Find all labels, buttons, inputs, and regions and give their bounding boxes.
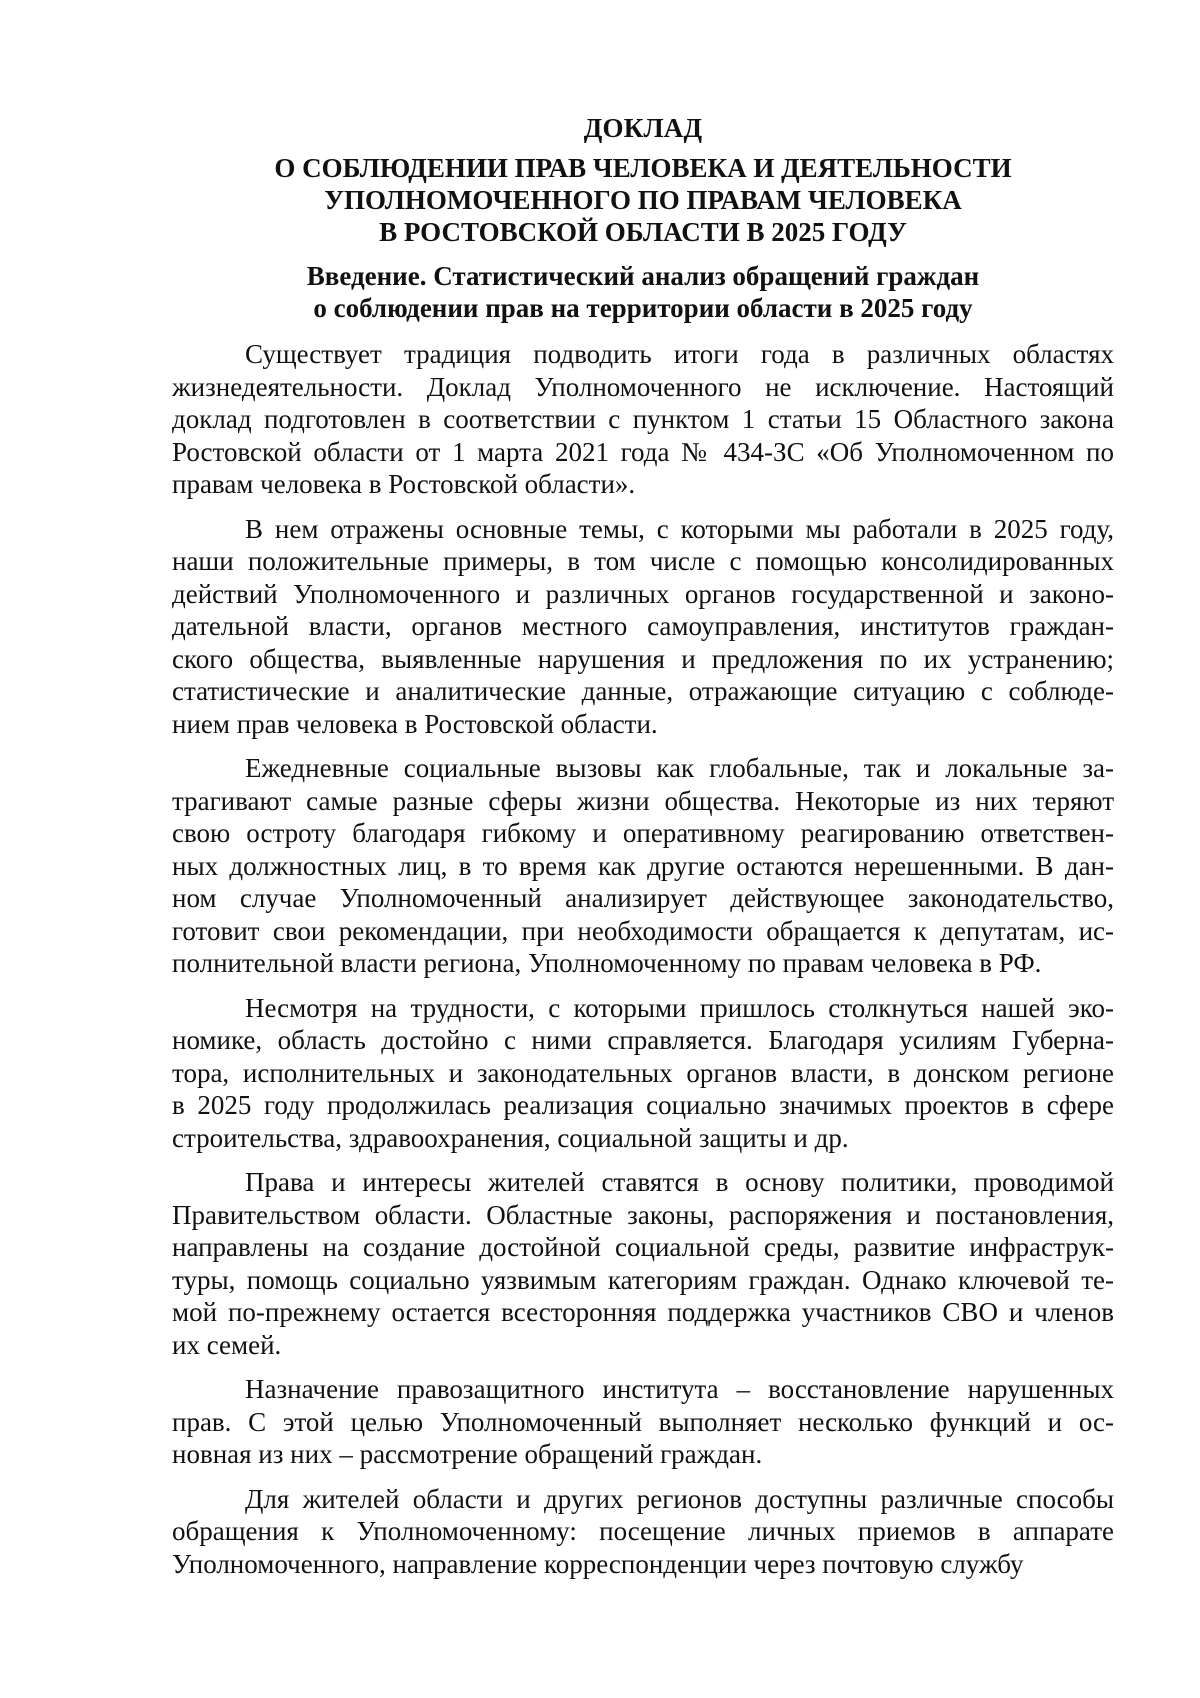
paragraph-line: Несмотря на трудности, с которыми пришлось столкнуться нашей эко- (245, 992, 1114, 1023)
paragraph-line: туры, помощь социально уязвимым категориям граждан. Однако ключевой те- (172, 1264, 1114, 1295)
paragraph-line: ных должностных лиц, в то время как другие остаются нерешенными. В дан- (172, 850, 1114, 881)
subtitle-line: УПОЛНОМОЧЕННОГО ПО ПРАВАМ ЧЕЛОВЕКА (324, 185, 962, 215)
paragraph-line: действий Уполномоченного и различных органов государственной и законо- (172, 578, 1114, 609)
paragraph-line: новная из них – рассмотрение обращений граждан. (172, 1439, 763, 1469)
paragraph-line: готовит свои рекомендации, при необходимости обращается к депутатам, ис- (172, 915, 1114, 946)
paragraph-line: мой по-прежнему остается всесторонняя поддержка участников СВО и членов (172, 1297, 1114, 1327)
paragraph-line: В нем отражены основные темы, с которыми мы работали в 2025 году, (245, 513, 1114, 544)
paragraph-line: доклад подготовлен в соответствии с пунктом 1 статьи 15 Областного закона (172, 404, 1114, 434)
paragraph (172, 1373, 1114, 1471)
paragraph-line: Ежедневные социальные вызовы как глобальные, так и локальные за- (245, 753, 1114, 783)
paragraph-line: ном случае Уполномоченный анализирует действующее законодательство, (172, 883, 1114, 913)
paragraph-line: Правительством области. Областные законы, распоряжения и постановления, (172, 1199, 1114, 1230)
section-heading-line: о соблюдении прав на территории области в 2025 году (313, 293, 973, 323)
paragraph-line: направлены на создание достойной социальной среды, развитие инфраструк- (172, 1232, 1114, 1262)
section-heading-line: Введение. Статистический анализ обращений граждан (306, 261, 980, 291)
paragraph-line: ского общества, выявленные нарушения и предложения по их устранению; (172, 643, 1114, 674)
paragraph (172, 992, 1114, 1155)
paragraph-line: Ростовской области от 1 марта 2021 года № 434-ЗС «Об Уполномоченном по (172, 436, 1114, 467)
document-title: ДОКЛАД (583, 113, 703, 143)
paragraph-line: номике, область достойно с ними справляется. Благодаря усилиям Губерна- (172, 1025, 1114, 1055)
section-heading (172, 260, 1114, 324)
paragraph-line: трагивают самые разные сферы жизни общества. Некоторые из них теряют (172, 785, 1114, 816)
paragraph-line: их семей. (172, 1329, 282, 1360)
paragraph-line: свою остроту благодаря гибкому и оперативному реагированию ответствен- (172, 818, 1114, 848)
paragraphs-container (172, 338, 1114, 1580)
paragraph-line: Уполномоченного, направление корреспонденции через почтовую службу (172, 1548, 1024, 1579)
paragraph-line: жизнедеятельности. Доклад Уполномоченного не исключение. Настоящий (172, 371, 1114, 402)
paragraph-line: обращения к Уполномоченному: посещение личных приемов в аппарате (172, 1516, 1114, 1546)
document-body (172, 112, 1114, 1592)
paragraph-line: правам человека в Ростовской области». (172, 469, 636, 499)
paragraph (172, 338, 1114, 501)
paragraph-line: статистические и аналитические данные, отражающие ситуацию с соблюде- (172, 676, 1114, 706)
paragraph-line: полнительной власти региона, Уполномоченному по правам человека в РФ. (172, 948, 1042, 978)
paragraph-line: в 2025 году продолжилась реализация социально значимых проектов в сфере (172, 1090, 1114, 1120)
paragraph-line: Существует традиция подводить итоги года в различных областях (245, 339, 1114, 369)
paragraph-line: дательной власти, органов местного самоуправления, институтов граждан- (172, 611, 1114, 641)
paragraph-line: наши положительные примеры, в том числе с помощью консолидированных (172, 546, 1114, 576)
paragraph (172, 1483, 1114, 1581)
paragraph-line: Права и интересы жителей ставятся в основу политики, проводимой (245, 1167, 1114, 1197)
paragraph (172, 513, 1114, 741)
paragraph-line: Назначение правозащитного института – восстановление нарушенных (245, 1374, 1114, 1404)
document-subtitle (172, 152, 1114, 248)
paragraph (172, 752, 1114, 980)
subtitle-line: В РОСТОВСКОЙ ОБЛАСТИ В 2025 ГОДУ (379, 217, 907, 247)
paragraph (172, 1166, 1114, 1361)
paragraph-line: Для жителей области и других регионов доступны различные способы (245, 1483, 1114, 1514)
subtitle-line: О СОБЛЮДЕНИИ ПРАВ ЧЕЛОВЕКА И ДЕЯТЕЛЬНОСТИ (274, 153, 1012, 183)
paragraph-line: строительства, здравоохранения, социальной защиты и др. (172, 1122, 849, 1153)
paragraph-line: нием прав человека в Ростовской области. (172, 708, 658, 739)
paragraph-line: тора, исполнительных и законодательных органов власти, в донском регионе (172, 1057, 1114, 1088)
paragraph-line: прав. С этой целью Уполномоченный выполняет несколько функций и ос- (172, 1406, 1114, 1437)
